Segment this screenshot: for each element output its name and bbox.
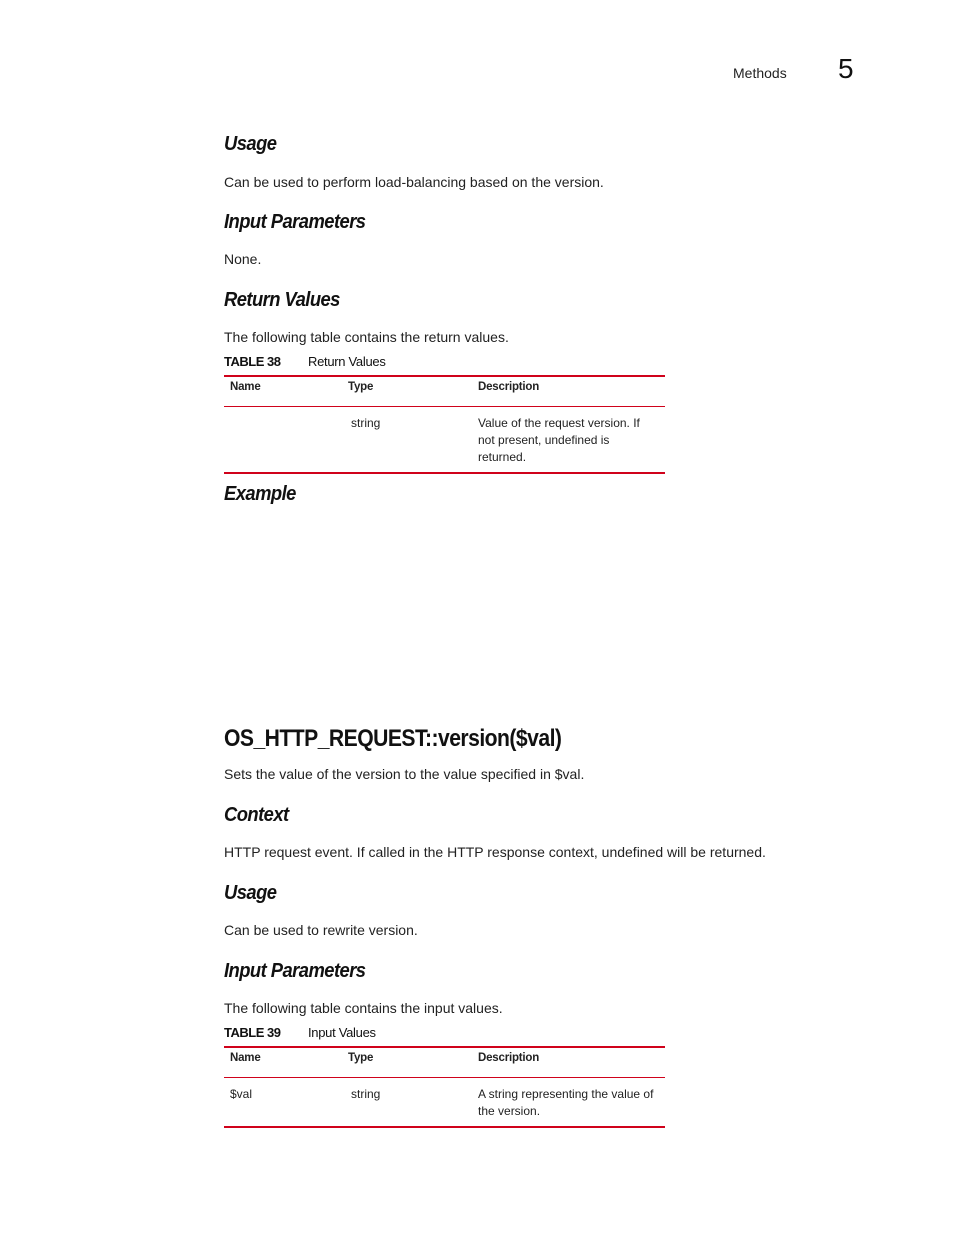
column-header-description: Description <box>472 1047 665 1078</box>
input-values-table <box>224 1046 665 1128</box>
table-header-row <box>224 376 665 407</box>
cell-type: string <box>342 407 472 474</box>
column-header-name: Name <box>224 376 342 407</box>
return-values-table <box>224 375 665 474</box>
cell-name <box>224 407 342 474</box>
table-row <box>224 1078 665 1128</box>
table-header-row <box>224 1047 665 1078</box>
column-header-type: Type <box>342 1047 472 1078</box>
cell-type: string <box>342 1078 472 1128</box>
input-parameters-heading: Input Parameters <box>224 211 366 233</box>
column-header-name: Name <box>224 1047 342 1078</box>
table-label: TABLE 39 <box>224 1025 281 1040</box>
table-39-caption <box>224 1025 376 1040</box>
chapter-number: 5 <box>838 53 854 84</box>
column-header-type: Type <box>342 376 472 407</box>
input-parameters-text-2: The following table contains the input values. <box>224 1000 503 1016</box>
table-title: Return Values <box>308 354 386 369</box>
example-heading: Example <box>224 483 296 505</box>
return-values-heading: Return Values <box>224 289 340 311</box>
method-intro: Sets the value of the version to the value specified in $val. <box>224 766 585 782</box>
input-parameters-text: None. <box>224 251 262 267</box>
usage-heading: Usage <box>224 133 277 155</box>
column-header-description: Description <box>472 376 665 407</box>
context-heading: Context <box>224 804 289 826</box>
usage-heading-2: Usage <box>224 882 277 904</box>
table-38-caption <box>224 354 386 369</box>
cell-name: $val <box>224 1078 342 1128</box>
cell-description: A string representing the value of the version. <box>472 1078 665 1128</box>
usage-text-2: Can be used to rewrite version. <box>224 922 418 938</box>
usage-text: Can be used to perform load-balancing based on the version. <box>224 174 604 190</box>
method-title: OS_HTTP_REQUEST::version($val) <box>224 725 562 752</box>
table-label: TABLE 38 <box>224 354 281 369</box>
return-values-text: The following table contains the return values. <box>224 329 509 345</box>
cell-description: Value of the request version. If not present, undefined is returned. <box>472 407 665 474</box>
running-header-section: Methods <box>733 65 787 81</box>
input-parameters-heading-2: Input Parameters <box>224 960 366 982</box>
context-text: HTTP request event. If called in the HTTP response context, undefined will be returned. <box>224 844 766 860</box>
table-title: Input Values <box>308 1025 376 1040</box>
table-row <box>224 407 665 474</box>
